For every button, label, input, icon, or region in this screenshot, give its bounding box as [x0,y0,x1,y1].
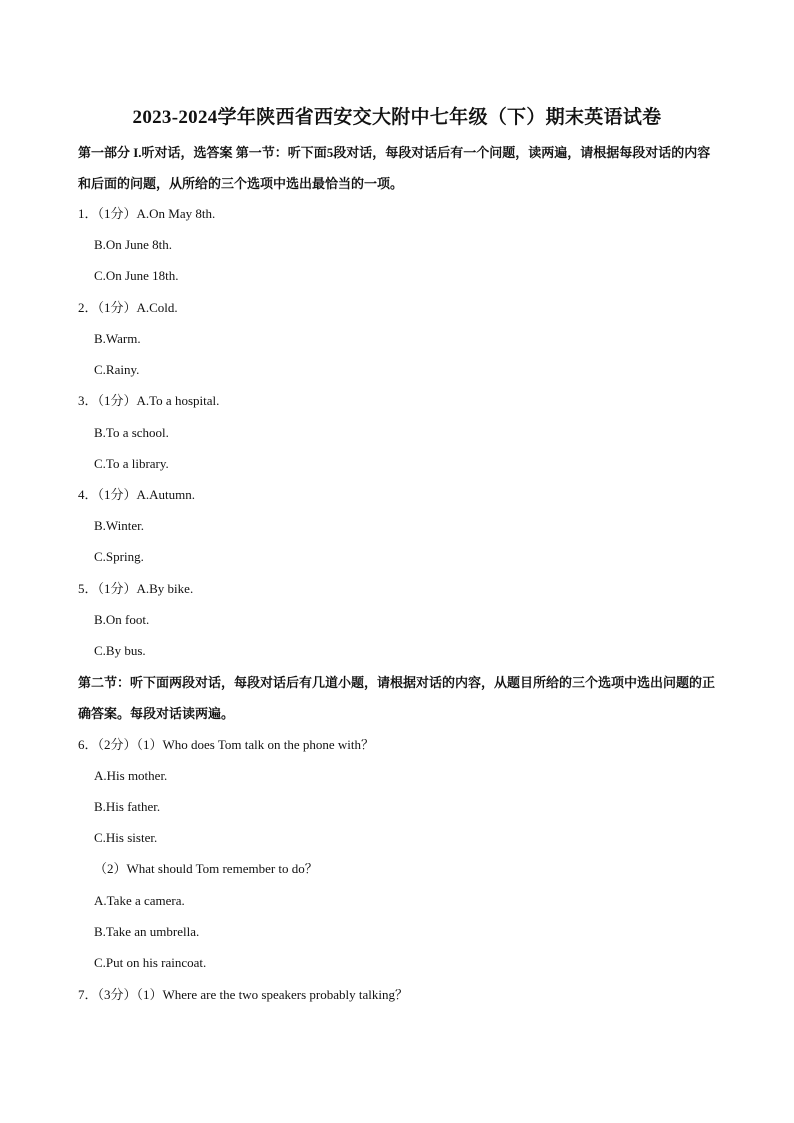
question-2-option-c: C.Rainy. [94,362,140,377]
question-6-1-option-c: C.His sister. [94,830,158,845]
question-6-2-option-c: C.Put on his raincoat. [94,955,207,970]
question-4-option-c: C.Spring. [94,549,144,564]
question-2-option-b: B.Warm. [94,331,141,346]
page-title: 2023-2024学年陕西省西安交大附中七年级（下）期末英语试卷 [132,107,662,128]
question-6-2-option-b: B.Take an umbrella. [94,924,200,939]
question-1-option-c: C.On June 18th. [94,268,179,283]
question-1-option-b: B.On June 8th. [94,237,172,252]
question-1: 1．（1分）A.On May 8th. [78,206,216,221]
question-5: 5．（1分）A.By bike. [78,581,194,596]
question-5-option-b: B.On foot. [94,612,150,627]
question-4: 4．（1分）A.Autumn. [78,487,196,502]
question-3: 3．（1分）A.To a hospital. [78,393,220,408]
question-6-2-option-a: A.Take a camera. [94,893,185,908]
question-2: 2．（1分）A.Cold. [78,300,178,315]
question-6-sub-2: （2）What should Tom remember to do？ [94,861,318,876]
question-5-option-c: C.By bus. [94,643,146,658]
question-6-1-option-b: B.His father. [94,799,161,814]
question-3-option-c: C.To a library. [94,456,169,471]
question-7: 7．（3分）（1）Where are the two speakers probably talking？ [78,987,408,1002]
question-6: 6．（2分）（1）Who does Tom talk on the phone with？ [78,737,375,752]
question-3-option-b: B.To a school. [94,425,169,440]
question-6-1-option-a: A.His mother. [94,768,168,783]
question-4-option-b: B.Winter. [94,518,145,533]
part1-instructions: 第一部分 I.听对话，选答案 第一节：听下面5段对话，每段对话后有一个问题，读两遍，请根据每段对话的内容和后面的问题，从所给的三个选项中选出最恰当的一项。 [78,145,711,191]
section2-instructions: 第二节：听下面两段对话，每段对话后有几道小题，请根据对话的内容，从题目所给的三个选项中选出问题的正确答案。每段对话读两遍。 [78,675,716,721]
